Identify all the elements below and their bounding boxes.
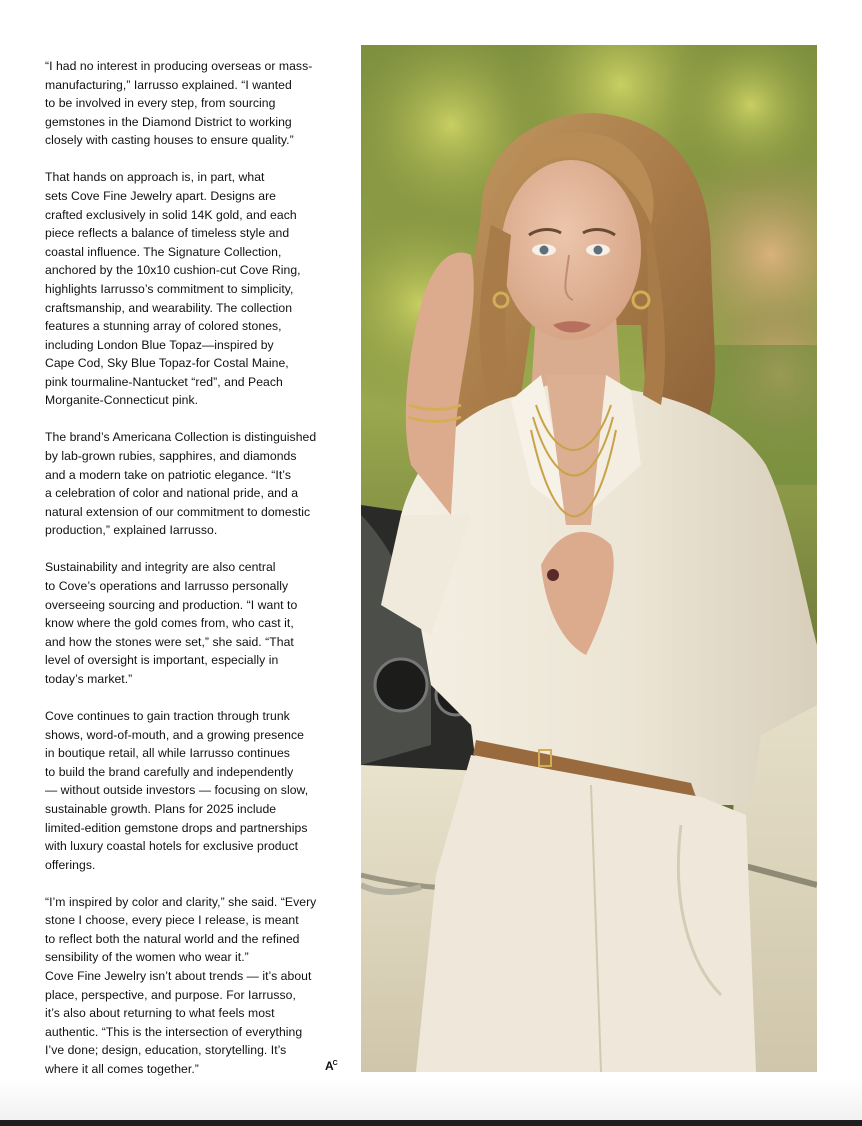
page-bottom-margin xyxy=(0,1080,862,1120)
end-mark-superscript: C xyxy=(332,1060,337,1067)
end-mark-letter: A xyxy=(325,1059,333,1073)
article-paragraph-4: Sustainability and integrity are also central to Cove’s operations and Iarrusso personally overseeing sourcing and production. “I want to know where the gold comes from, who cast it, and how the stones were set,” she said. “That level of oversight is important, especially in today’s market.” xyxy=(45,560,298,686)
article-paragraph-3: The brand’s Americana Collection is distinguished by lab-grown rubies, sapphires, and diamonds and a modern take on patriotic elegance. “It’s a celebration of color and national pride, and a natural extension of our commitment to domestic production,” explained Iarrusso. xyxy=(45,430,317,538)
article-paragraph-1: “I had no interest in producing overseas or mass- manufacturing,” Iarrusso explained. “I wanted to be involved in every step, from sourcing gemstones in the Diamond District to working closely with casting houses to ensure quality.” xyxy=(45,59,313,148)
editorial-photo xyxy=(361,45,817,1072)
article-body xyxy=(45,57,341,1079)
article-paragraph-6: “I’m inspired by color and clarity,” she said. “Every stone I choose, every piece I release, is meant to reflect both the natural world and the refined sensibility of the women who wear it.” Cove Fine Jewelry isn’t about trends — it’s about place, perspective, and purpose. For Iarrusso, it’s also about returning to what feels most authentic. “This is the intersection of everything I’ve done; design, education, storytelling. It’s where it all comes together.” xyxy=(45,894,317,1077)
end-of-article-mark xyxy=(325,1059,337,1073)
article-paragraph-5: Cove continues to gain traction through trunk shows, word-of-mouth, and a growing presence in boutique retail, all while Iarrusso continues to build the brand carefully and independently — without outside investors — focusing on slow, sustainable growth. Plans for 2025 include limited-edition gemstone drops and partnerships with luxury coastal hotels for exclusive product offerings. xyxy=(45,708,309,872)
article-paragraph-2: That hands on approach is, in part, what sets Cove Fine Jewelry apart. Designs are crafted exclusively in solid 14K gold, and each piece reflects a balance of timeless style and coastal influence. The Signature Collection, anchored by the 10x10 cushion-cut Cove Ring, highlights Iarrusso’s commitment to simplicity, craftsmanship, and wearability. The collection features a stunning array of colored stones, including London Blue Topaz—inspired by Cape Cod, Sky Blue Topaz-for Costal Maine, pink tourmaline-Nantucket “red”, and Peach Morganite-Connecticut pink. xyxy=(45,170,301,408)
viewer-bottom-edge xyxy=(0,1120,862,1126)
editorial-photo-illustration xyxy=(361,45,817,1072)
